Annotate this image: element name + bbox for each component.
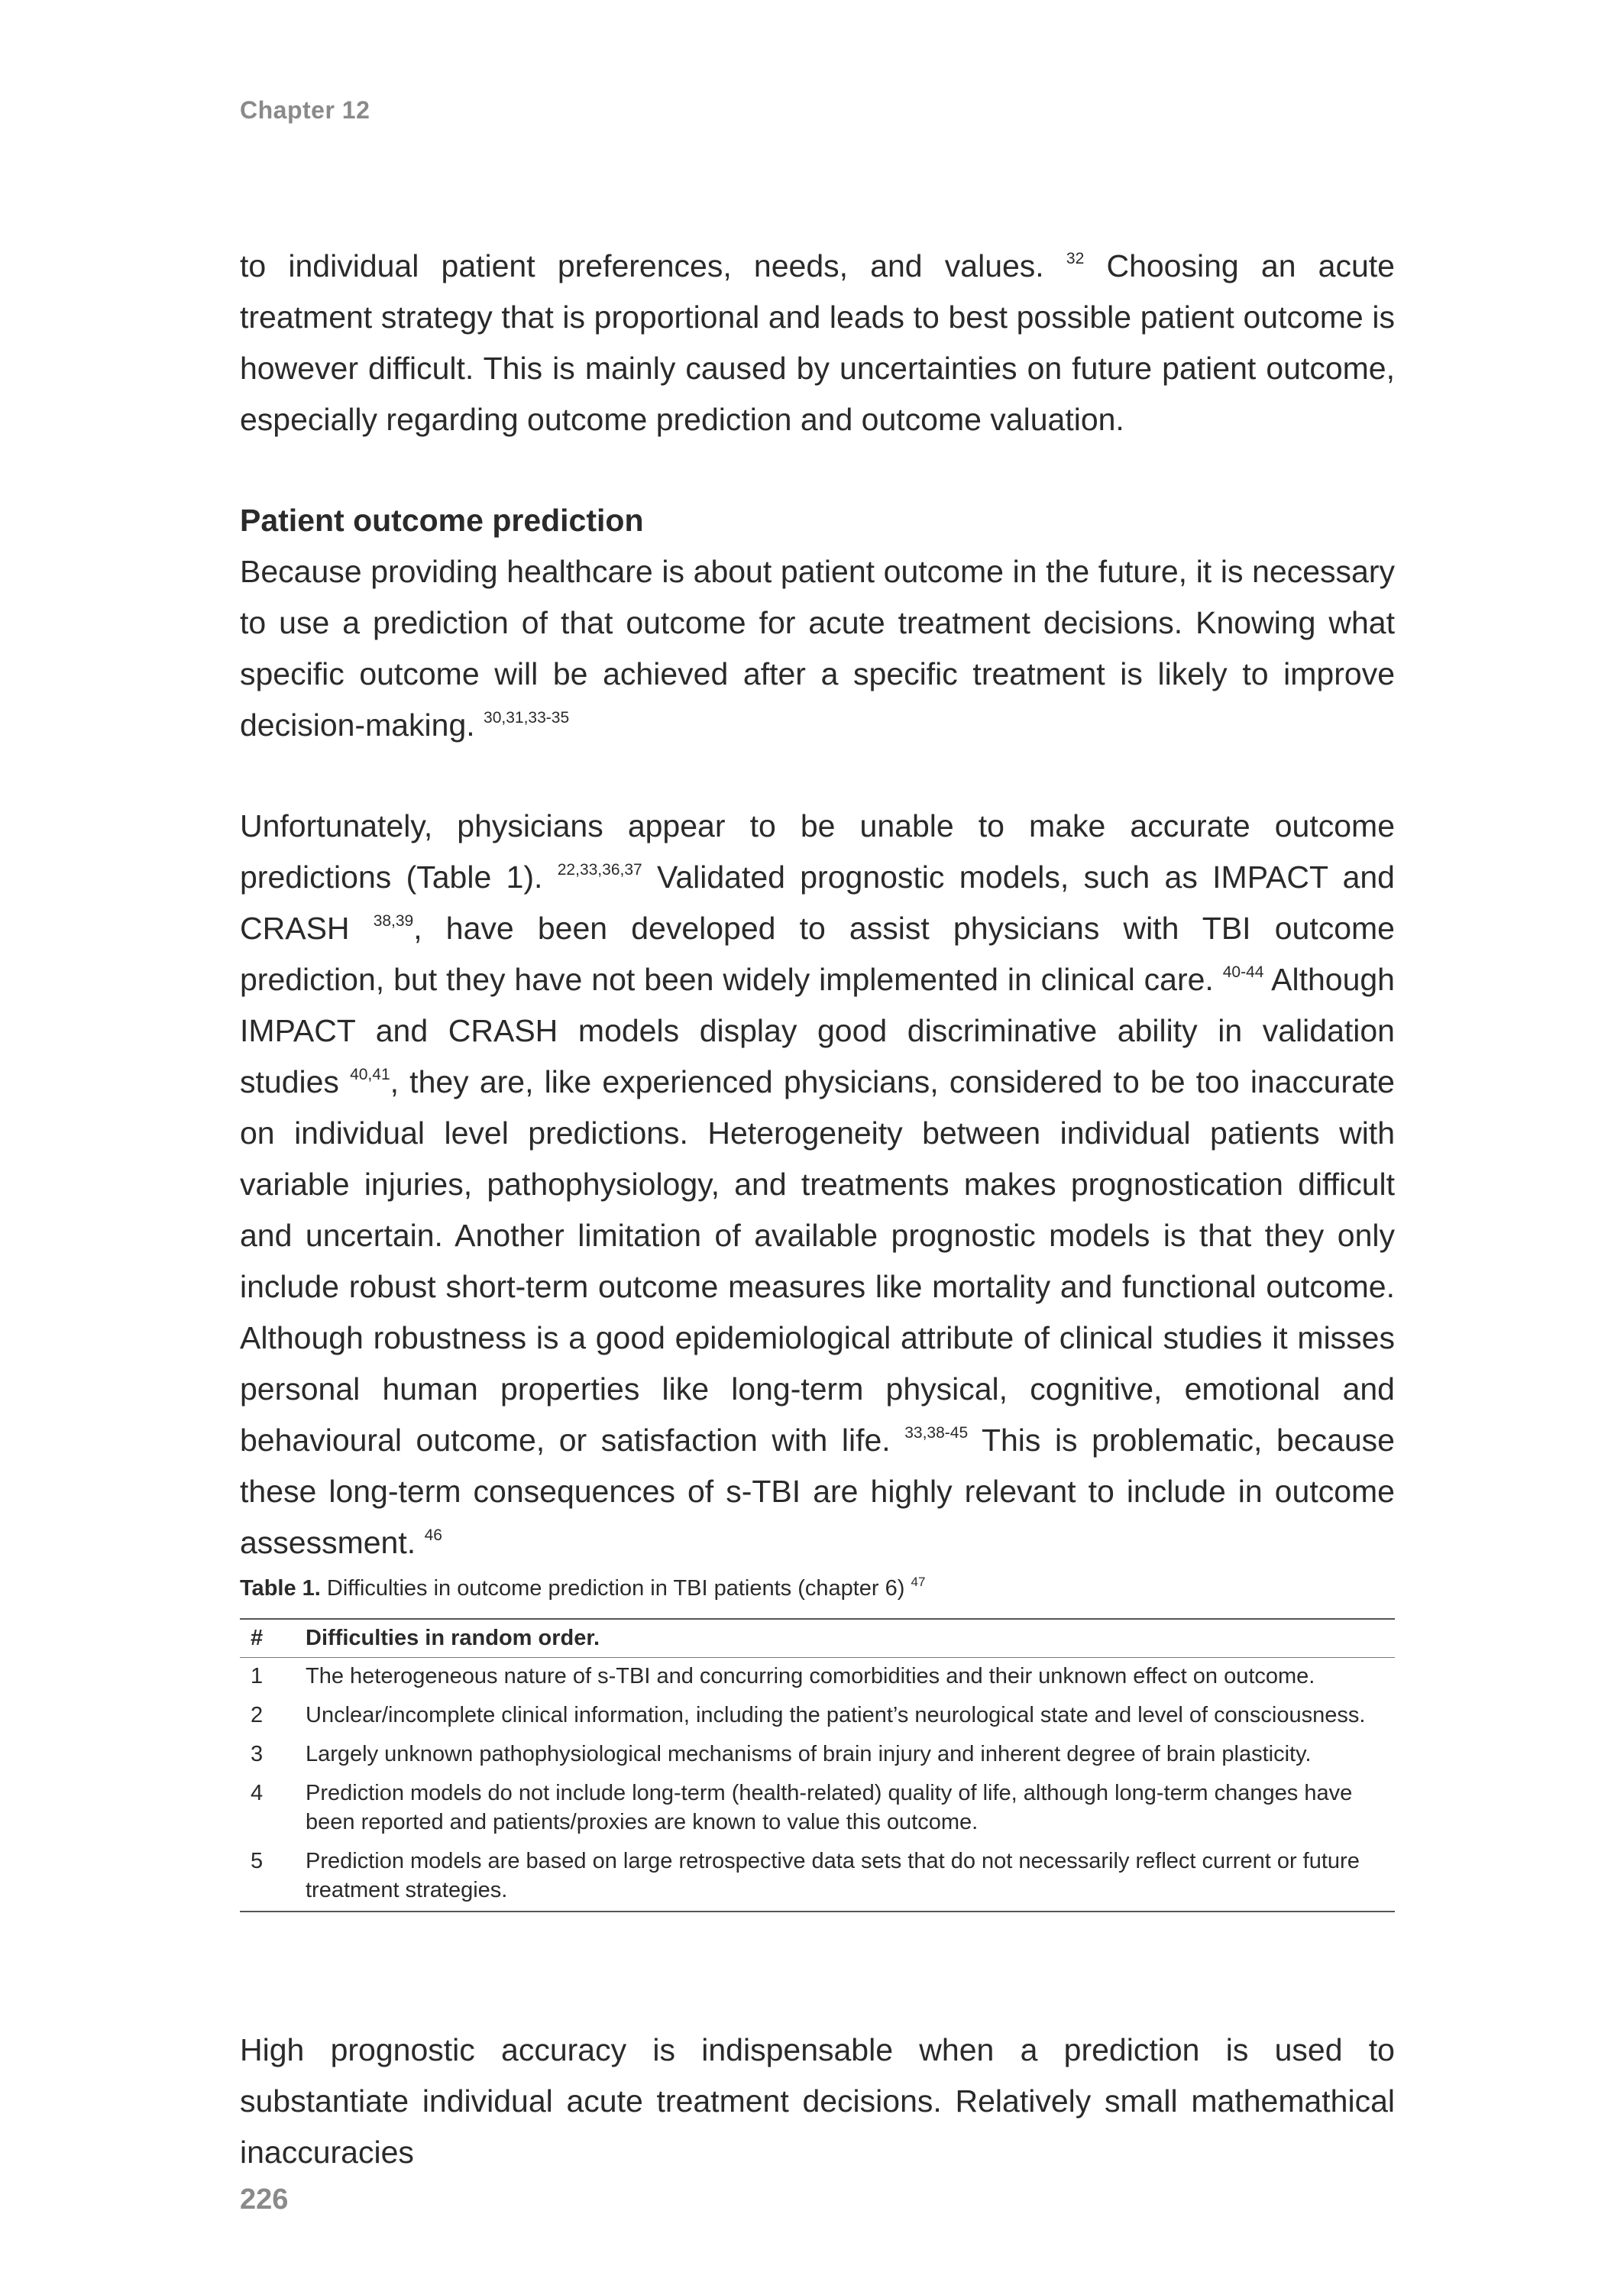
difficulties-table	[240, 1618, 1395, 1912]
row-text: The heterogeneous nature of s-TBI and concurring comorbidities and their unknown effect on outcome.	[306, 1664, 1315, 1688]
table-row	[240, 1843, 1395, 1912]
table-row	[240, 1697, 1395, 1736]
section-paragraph	[240, 546, 1395, 751]
table-caption-label: Table 1.	[240, 1576, 321, 1601]
table-row	[240, 1736, 1395, 1775]
row-number: 1	[251, 1664, 264, 1688]
citation-ref: 32	[1066, 250, 1085, 267]
section-outcome-prediction	[240, 495, 1395, 751]
paragraph-intro-text	[240, 241, 1395, 445]
chapter-header: Chapter 12	[240, 96, 370, 124]
table-caption-text: Difficulties in outcome prediction in TBI patients (chapter 6)	[326, 1576, 905, 1601]
column-header-number: #	[240, 1619, 306, 1658]
paragraph-accuracy	[240, 2025, 1395, 2178]
table-caption	[240, 1576, 925, 1601]
text-span: Unfortunately, physicians appear to be unable to make accurate outcome predictions (Table 1).	[240, 808, 1395, 895]
citation-ref: 38,39	[373, 912, 414, 930]
text-span: , have been developed to assist physicians with TBI outcome prediction, but they have not been widely implemented in clinical care.	[240, 911, 1395, 997]
table-header-row	[240, 1619, 1395, 1658]
text-span: Validated prognostic models, such as IMPACT and CRASH	[240, 860, 1395, 946]
row-text: Prediction models are based on large retrospective data sets that do not necessarily reflect current or future treatment strategies.	[306, 1843, 1395, 1912]
text-span: Choosing an acute treatment strategy that is proportional and leads to best possible patient outcome is however difficult. This is mainly caused by uncertainties on future patient outcome, especially regarding outcome prediction and outcome valuation.	[240, 248, 1395, 437]
page-number: 226	[240, 2184, 289, 2216]
citation-ref: 46	[424, 1526, 442, 1544]
paragraph-accuracy-text: High prognostic accuracy is indispensable when a prediction is used to substantiate individual acute treatment decisions. Relatively small mathemathical inaccuracies	[240, 2032, 1395, 2170]
column-header-difficulties: Difficulties in random order.	[306, 1619, 1395, 1658]
citation-ref: 40-44	[1222, 963, 1264, 981]
row-number: 4	[251, 1781, 264, 1805]
text-span: , they are, like experienced physicians, considered to be too inaccurate on individual level predictions. Heterogeneity between individual patients with variable injuries, pathophysiology, and treatments makes prognostication difficult and uncertain. Another limitation of available prognostic models is that they only include robust short-term outcome measures like mortality and functional outcome. Although robustness is a good epidemiological attribute of clinical studies it misses personal human properties like long-term physical, cognitive, emotional and behavioural outcome, or satisfaction with life.	[240, 1064, 1395, 1458]
text-span: Although IMPACT and CRASH models display good discriminative ability in validation studies	[240, 962, 1395, 1099]
citation-ref: 40,41	[350, 1066, 390, 1083]
row-text: Unclear/incomplete clinical information, including the patient’s neurological state and level of consciousness.	[306, 1703, 1366, 1727]
paragraph-physicians	[240, 801, 1395, 1568]
citation-ref: 30,31,33-35	[484, 709, 570, 727]
table-row	[240, 1658, 1395, 1698]
text-span: to individual patient preferences, needs, and values.	[240, 248, 1044, 283]
citation-ref: 22,33,36,37	[557, 861, 642, 879]
paragraph-intro	[240, 241, 1395, 445]
row-text: Largely unknown pathophysiological mechanisms of brain injury and inherent degree of brain plasticity.	[306, 1742, 1312, 1766]
citation-ref: 33,38-45	[904, 1424, 969, 1442]
paragraph-physicians-text	[240, 801, 1395, 1568]
section-heading: Patient outcome prediction	[240, 503, 644, 538]
row-number: 5	[240, 1843, 306, 1912]
row-number: 3	[251, 1742, 264, 1766]
row-number: 2	[251, 1703, 264, 1727]
text-span: This is problematic, because these long-term consequences of s-TBI are highly relevant to include in outcome assessment.	[240, 1423, 1395, 1560]
table-row	[240, 1775, 1395, 1843]
row-text: Prediction models do not include long-term (health-related) quality of life, although long-term changes have been reported and patients/proxies are known to value this outcome.	[306, 1781, 1353, 1834]
text-span: Because providing healthcare is about patient outcome in the future, it is necessary to use a prediction of that outcome for acute treatment decisions. Knowing what specific outcome will be achieved after a specific treatment is likely to improve decision-making.	[240, 554, 1395, 743]
citation-ref: 47	[911, 1575, 926, 1589]
